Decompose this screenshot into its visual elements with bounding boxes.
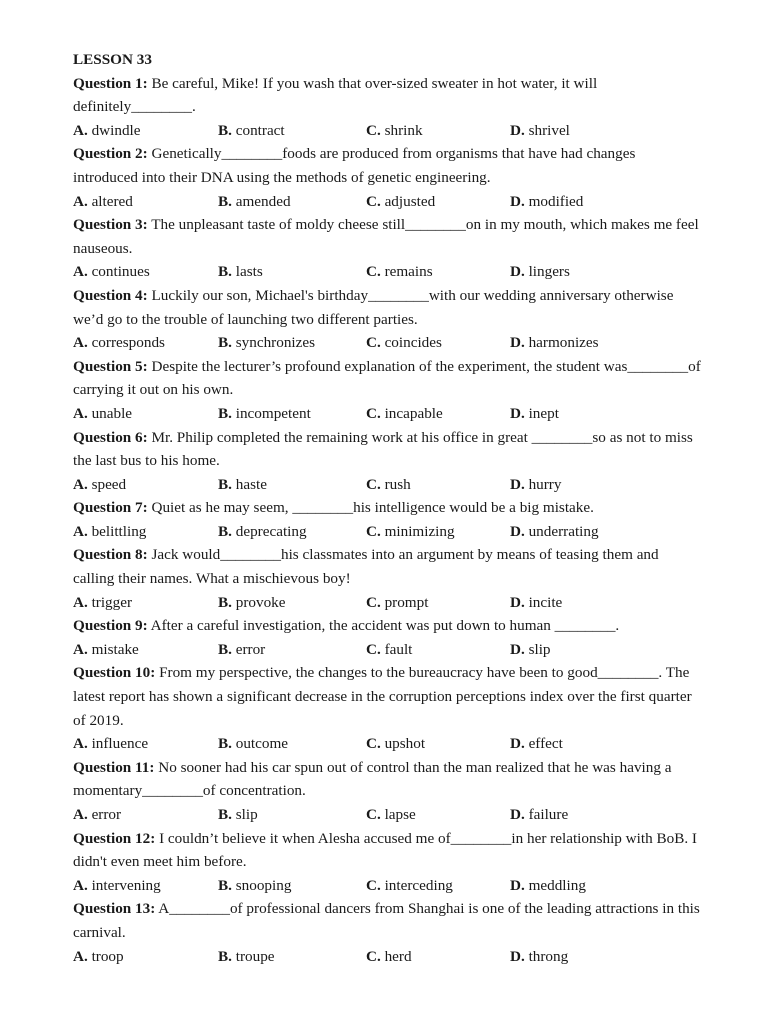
option-text: influence bbox=[91, 735, 149, 753]
answer-option bbox=[366, 119, 510, 143]
question-block bbox=[73, 756, 703, 827]
answer-option bbox=[218, 331, 366, 355]
question-label: Question 12: bbox=[73, 829, 156, 847]
option-text: lasts bbox=[235, 263, 263, 281]
answer-option bbox=[510, 331, 630, 355]
question-block bbox=[73, 827, 703, 898]
answer-options bbox=[73, 732, 703, 756]
answer-options bbox=[73, 331, 703, 355]
answer-options bbox=[73, 874, 703, 898]
answer-options bbox=[73, 520, 703, 544]
answer-option bbox=[366, 591, 510, 615]
option-text: intervening bbox=[91, 876, 161, 894]
option-text: shrink bbox=[384, 121, 423, 139]
option-letter: C. bbox=[366, 404, 381, 422]
question-stem bbox=[73, 142, 703, 189]
question-block bbox=[73, 72, 703, 143]
option-text: shrivel bbox=[528, 121, 570, 139]
option-letter: B. bbox=[218, 593, 232, 611]
option-text: snooping bbox=[235, 876, 292, 894]
option-letter: C. bbox=[366, 593, 381, 611]
option-letter: C. bbox=[366, 121, 381, 139]
option-text: trigger bbox=[91, 593, 133, 611]
answer-option bbox=[510, 803, 630, 827]
question-label: Question 2: bbox=[73, 145, 148, 163]
answer-option bbox=[218, 190, 366, 214]
answer-option bbox=[510, 402, 630, 426]
answer-options bbox=[73, 473, 703, 497]
question-block bbox=[73, 614, 703, 661]
answer-option bbox=[510, 190, 630, 214]
answer-option bbox=[73, 190, 218, 214]
option-letter: D. bbox=[510, 263, 525, 281]
option-text: inept bbox=[528, 404, 559, 422]
answer-option bbox=[218, 732, 366, 756]
question-text: After a careful investigation, the accident was put down to human ________. bbox=[150, 617, 620, 635]
option-letter: D. bbox=[510, 121, 525, 139]
option-text: rush bbox=[384, 475, 411, 493]
answer-option bbox=[510, 473, 630, 497]
option-letter: B. bbox=[218, 522, 232, 540]
answer-option bbox=[366, 260, 510, 284]
option-text: lingers bbox=[528, 263, 570, 281]
answer-option bbox=[510, 591, 630, 615]
answer-option bbox=[366, 803, 510, 827]
option-letter: A. bbox=[73, 121, 88, 139]
question-stem bbox=[73, 72, 703, 119]
option-text: dwindle bbox=[91, 121, 141, 139]
answer-options bbox=[73, 260, 703, 284]
question-label: Question 8: bbox=[73, 546, 148, 564]
option-letter: D. bbox=[510, 475, 525, 493]
question-block bbox=[73, 543, 703, 614]
option-text: synchronizes bbox=[235, 334, 316, 352]
option-letter: A. bbox=[73, 522, 88, 540]
lesson-title: LESSON 33 bbox=[73, 51, 152, 68]
option-letter: C. bbox=[366, 806, 381, 823]
answer-option bbox=[366, 638, 510, 662]
answer-option bbox=[510, 260, 630, 284]
option-text: lapse bbox=[384, 806, 416, 823]
option-letter: A. bbox=[73, 640, 88, 658]
answer-option bbox=[218, 402, 366, 426]
option-text: meddling bbox=[528, 876, 586, 894]
answer-option bbox=[366, 402, 510, 426]
answer-options bbox=[73, 591, 703, 615]
option-text: effect bbox=[528, 735, 563, 753]
option-letter: A. bbox=[73, 263, 88, 281]
option-text: error bbox=[235, 640, 266, 658]
answer-option bbox=[73, 591, 218, 615]
option-text: error bbox=[91, 806, 122, 823]
option-text: deprecating bbox=[235, 522, 307, 540]
answer-option bbox=[73, 874, 218, 898]
answer-option bbox=[366, 874, 510, 898]
answer-options bbox=[73, 638, 703, 662]
option-letter: A. bbox=[73, 404, 88, 422]
answer-option bbox=[510, 638, 630, 662]
question-stem bbox=[73, 426, 703, 473]
option-text: slip bbox=[528, 640, 551, 658]
option-letter: D. bbox=[510, 192, 525, 210]
question-text: Mr. Philip completed the remaining work at his office in great ________so as not to miss the last bus to his home. bbox=[73, 428, 693, 470]
option-letter: B. bbox=[218, 806, 232, 823]
option-text: troupe bbox=[235, 947, 275, 965]
option-text: altered bbox=[91, 192, 133, 210]
option-letter: D. bbox=[510, 334, 525, 352]
question-label: Question 5: bbox=[73, 357, 148, 375]
question-stem bbox=[73, 897, 703, 944]
option-letter: A. bbox=[73, 475, 88, 493]
answer-options bbox=[73, 402, 703, 426]
question-text: Be careful, Mike! If you wash that over-sized sweater in hot water, it will definitely________. bbox=[73, 74, 598, 116]
question-label: Question 7: bbox=[73, 499, 148, 517]
option-text: corresponds bbox=[91, 334, 165, 352]
option-letter: D. bbox=[510, 876, 525, 894]
answer-option bbox=[510, 119, 630, 143]
answer-option bbox=[366, 190, 510, 214]
option-letter: B. bbox=[218, 404, 232, 422]
option-text: minimizing bbox=[384, 522, 455, 540]
answer-option bbox=[366, 331, 510, 355]
option-letter: A. bbox=[73, 947, 88, 965]
option-letter: B. bbox=[218, 121, 232, 139]
option-letter: D. bbox=[510, 593, 525, 611]
question-text: No sooner had his car spun out of control than the man realized that he was having a momentary________of concentration. bbox=[73, 758, 672, 800]
option-letter: D. bbox=[510, 404, 525, 422]
option-text: remains bbox=[384, 263, 433, 281]
question-text: I couldn’t believe it when Alesha accused me of________in her relationship with BoB. I didn't even meet him before. bbox=[73, 829, 697, 871]
option-letter: C. bbox=[366, 263, 381, 281]
answer-option bbox=[73, 473, 218, 497]
question-stem bbox=[73, 661, 703, 732]
question-block bbox=[73, 355, 703, 426]
option-letter: D. bbox=[510, 947, 525, 965]
question-stem bbox=[73, 355, 703, 402]
option-letter: A. bbox=[73, 593, 88, 611]
worksheet-page bbox=[73, 48, 703, 968]
question-block bbox=[73, 142, 703, 213]
option-text: troop bbox=[91, 947, 124, 965]
question-label: Question 9: bbox=[73, 617, 148, 635]
answer-option bbox=[73, 260, 218, 284]
answer-option bbox=[510, 874, 630, 898]
question-block bbox=[73, 284, 703, 355]
answer-option bbox=[218, 803, 366, 827]
option-letter: C. bbox=[366, 947, 381, 965]
option-text: belittling bbox=[91, 522, 147, 540]
question-stem bbox=[73, 827, 703, 874]
question-stem bbox=[73, 213, 703, 260]
option-letter: D. bbox=[510, 735, 525, 753]
answer-option bbox=[510, 732, 630, 756]
answer-option bbox=[218, 260, 366, 284]
answer-option bbox=[510, 945, 630, 969]
question-block bbox=[73, 897, 703, 968]
answer-option bbox=[366, 473, 510, 497]
option-letter: B. bbox=[218, 735, 232, 753]
option-letter: B. bbox=[218, 192, 232, 210]
answer-option bbox=[73, 331, 218, 355]
option-letter: C. bbox=[366, 192, 381, 210]
answer-options bbox=[73, 119, 703, 143]
answer-option bbox=[510, 520, 630, 544]
option-text: continues bbox=[91, 263, 150, 281]
option-text: adjusted bbox=[384, 192, 436, 210]
answer-options bbox=[73, 190, 703, 214]
question-list bbox=[73, 72, 703, 969]
question-label: Question 11: bbox=[73, 758, 155, 776]
option-text: fault bbox=[384, 640, 413, 658]
option-letter: A. bbox=[73, 334, 88, 352]
question-stem bbox=[73, 543, 703, 590]
question-stem bbox=[73, 496, 703, 520]
option-letter: D. bbox=[510, 806, 525, 823]
question-text: Jack would________his classmates into an argument by means of teasing them and calling their names. What a mischievous boy! bbox=[73, 546, 659, 588]
option-text: prompt bbox=[384, 593, 429, 611]
option-letter: B. bbox=[218, 263, 232, 281]
answer-option bbox=[218, 945, 366, 969]
option-text: upshot bbox=[384, 735, 426, 753]
option-letter: A. bbox=[73, 735, 88, 753]
option-letter: C. bbox=[366, 475, 381, 493]
option-letter: B. bbox=[218, 334, 232, 352]
question-label: Question 1: bbox=[73, 74, 148, 92]
option-letter: B. bbox=[218, 640, 232, 658]
option-text: contract bbox=[235, 121, 285, 139]
option-letter: D. bbox=[510, 522, 525, 540]
question-block bbox=[73, 213, 703, 284]
question-stem bbox=[73, 614, 703, 638]
answer-option bbox=[218, 874, 366, 898]
option-letter: B. bbox=[218, 947, 232, 965]
answer-option bbox=[73, 638, 218, 662]
question-text: Genetically________foods are produced from organisms that have had changes introduced into their DNA using the methods of genetic engineering. bbox=[73, 145, 636, 186]
question-label: Question 6: bbox=[73, 428, 148, 446]
option-letter: C. bbox=[366, 735, 381, 753]
option-text: mistake bbox=[91, 640, 139, 658]
option-letter: A. bbox=[73, 806, 88, 823]
question-text: Despite the lecturer’s profound explanation of the experiment, the student was________of carrying it out on his own. bbox=[73, 357, 701, 399]
question-label: Question 10: bbox=[73, 664, 156, 682]
answer-option bbox=[218, 473, 366, 497]
option-letter: C. bbox=[366, 334, 381, 352]
question-block bbox=[73, 661, 703, 755]
option-letter: B. bbox=[218, 475, 232, 493]
option-text: unable bbox=[91, 404, 133, 422]
answer-option bbox=[218, 520, 366, 544]
option-letter: D. bbox=[510, 640, 525, 658]
question-text: The unpleasant taste of moldy cheese still________on in my mouth, which makes me feel nauseous. bbox=[73, 216, 699, 257]
question-text: Quiet as he may seem, ________his intelligence would be a big mistake. bbox=[151, 499, 594, 517]
option-text: amended bbox=[235, 192, 291, 210]
answer-option bbox=[366, 520, 510, 544]
answer-option bbox=[218, 638, 366, 662]
option-text: interceding bbox=[384, 876, 453, 894]
answer-option bbox=[73, 119, 218, 143]
option-text: hurry bbox=[528, 475, 562, 493]
option-letter: C. bbox=[366, 876, 381, 894]
option-text: haste bbox=[235, 475, 267, 493]
option-text: slip bbox=[235, 806, 258, 823]
question-stem bbox=[73, 756, 703, 803]
answer-option bbox=[218, 591, 366, 615]
question-stem bbox=[73, 284, 703, 331]
question-label: Question 4: bbox=[73, 286, 148, 304]
option-letter: C. bbox=[366, 522, 381, 540]
answer-option bbox=[73, 402, 218, 426]
question-label: Question 3: bbox=[73, 216, 148, 234]
answer-options bbox=[73, 945, 703, 969]
answer-options bbox=[73, 803, 703, 827]
answer-option bbox=[73, 945, 218, 969]
question-block bbox=[73, 426, 703, 497]
option-letter: A. bbox=[73, 876, 88, 894]
option-text: underrating bbox=[528, 522, 599, 540]
option-text: provoke bbox=[235, 593, 286, 611]
answer-option bbox=[366, 945, 510, 969]
answer-option bbox=[73, 803, 218, 827]
question-text: From my perspective, the changes to the bureaucracy have been to good________. The latest report has shown a significant decrease in the corruption perceptions index over the first quarter of 2019. bbox=[73, 664, 692, 729]
option-text: throng bbox=[528, 947, 569, 965]
answer-option bbox=[366, 732, 510, 756]
option-letter: C. bbox=[366, 640, 381, 658]
option-letter: A. bbox=[73, 192, 88, 210]
option-text: incapable bbox=[384, 404, 443, 422]
option-text: speed bbox=[91, 475, 127, 493]
option-text: harmonizes bbox=[528, 334, 599, 352]
question-label: Question 13: bbox=[73, 900, 156, 918]
question-block bbox=[73, 496, 703, 543]
option-text: failure bbox=[528, 806, 569, 823]
option-letter: B. bbox=[218, 876, 232, 894]
option-text: incite bbox=[528, 593, 563, 611]
question-text: Luckily our son, Michael's birthday________with our wedding anniversary otherwise we’d go to the trouble of launching two different parties. bbox=[73, 286, 674, 328]
answer-option bbox=[218, 119, 366, 143]
answer-option bbox=[73, 520, 218, 544]
option-text: coincides bbox=[384, 334, 442, 352]
option-text: modified bbox=[528, 192, 584, 210]
question-text: A________of professional dancers from Shanghai is one of the leading attractions in this carnival. bbox=[73, 900, 700, 941]
answer-option bbox=[73, 732, 218, 756]
option-text: herd bbox=[384, 947, 412, 965]
option-text: outcome bbox=[235, 735, 289, 753]
option-text: incompetent bbox=[235, 404, 311, 422]
